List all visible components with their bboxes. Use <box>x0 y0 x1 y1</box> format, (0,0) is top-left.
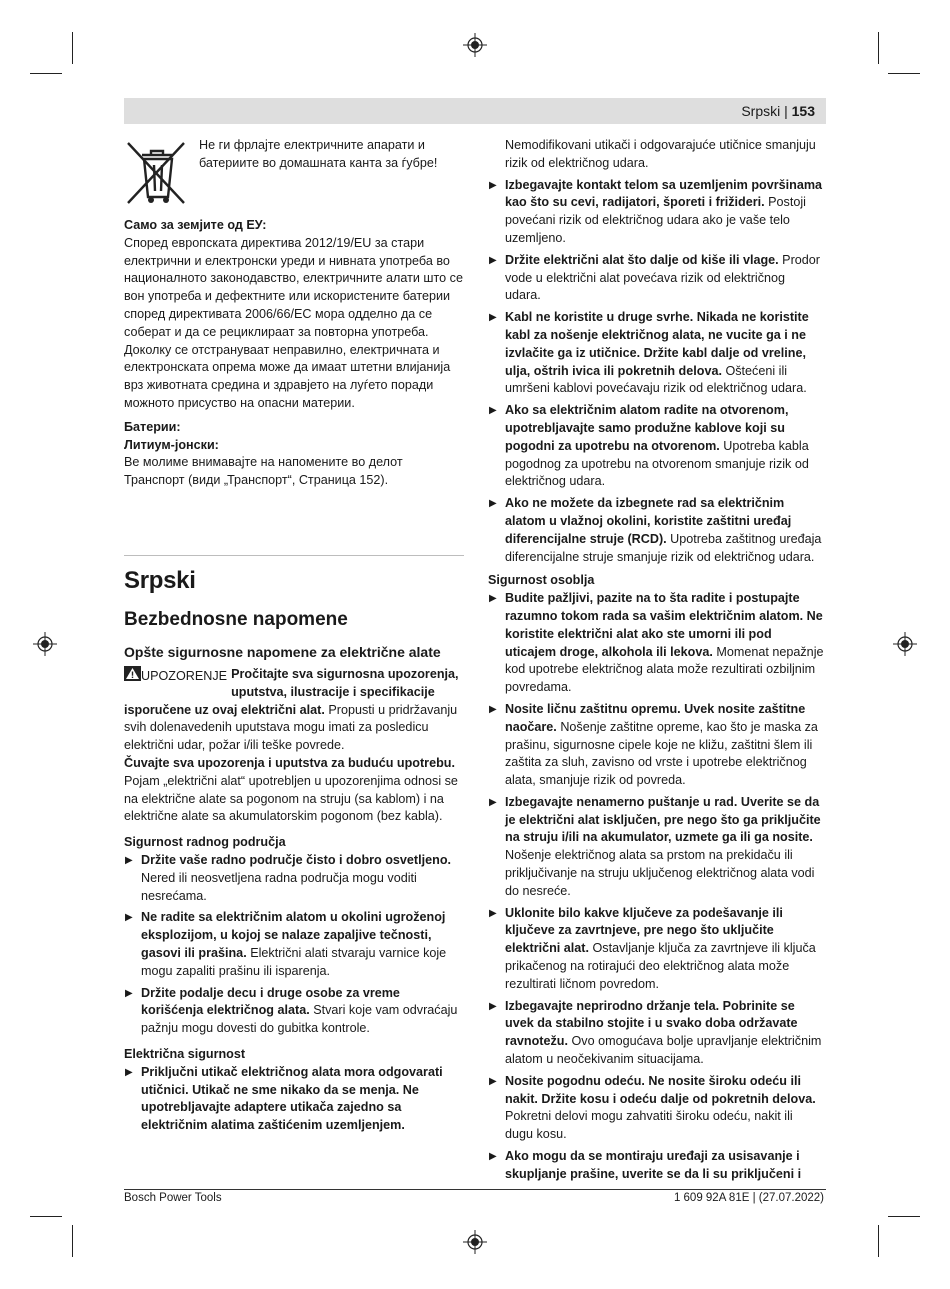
safety-title: Bezbednosne napomene <box>124 609 348 630</box>
item-text: Upotreba zaštitnog uređaja diferencijalne struje smanjuje rizik od električnog udara. <box>505 531 822 564</box>
triangle-bullet-icon: ▶ <box>125 854 133 866</box>
list-item <box>488 252 824 305</box>
item-bold: Ako mogu da se montiraju uređaji za usisavanje i skupljanje prašine, uverite se da li su priključeni i <box>505 1149 802 1181</box>
crop-mark <box>72 1225 73 1257</box>
item-text: Nošenje zaštitne opreme, kao što je maska za prašinu, sigurnosne cipele koje ne kližu, zaštitni šlem ili zaštita za sluh, zavisno od vrste i upotrebe električnog alata, smanjuje rizik od povreda. <box>505 719 818 788</box>
registration-mark-icon <box>33 632 57 656</box>
list-item <box>124 1064 464 1135</box>
header-bar <box>124 98 826 124</box>
page-number: 153 <box>791 103 815 119</box>
item-bold: Budite pažljivi, pazite na to šta radite i postupajte razumno tokom rada sa vašim električnim alatom. Ne koristite električni alat ako ste umorni ili pod uticajem droge, alkohola ili lekova. <box>505 591 823 659</box>
warning-text: Propusti u pridržavanju svih dolenavedenih uputstava mogu imati za posledicu električni udar, požar i/ili teške povrede. <box>124 702 458 753</box>
triangle-bullet-icon: ▶ <box>489 1151 497 1163</box>
triangle-bullet-icon: ▶ <box>489 593 497 605</box>
triangle-bullet-icon: ▶ <box>489 1075 497 1087</box>
item-bold: Držite električni alat što dalje od kiše ili vlage. <box>505 252 779 267</box>
item-bold: Nosite ličnu zaštitnu opremu. Uvek nosite zaštitne naočare. <box>505 701 806 734</box>
crop-mark <box>878 1225 879 1257</box>
registration-mark-icon <box>463 1230 487 1254</box>
triangle-bullet-icon: ▶ <box>125 1066 133 1078</box>
list-item <box>488 177 824 248</box>
crossed-out-bin-icon <box>124 139 188 207</box>
left-column <box>124 137 464 490</box>
crop-mark <box>30 73 62 74</box>
triangle-bullet-icon: ▶ <box>489 907 497 919</box>
item-text: Stvari koje vam odvraćaju pažnju mogu dovesti do gubitka kontrole. <box>141 1003 458 1036</box>
registration-mark-icon <box>463 33 487 57</box>
item-bold: Ne radite sa električnim alatom u okolini ugroženoj eksplozijom, u kojoj se nalaze zapaljive tečnosti, gasovi ili prašina. <box>141 910 446 960</box>
triangle-bullet-icon: ▶ <box>489 796 497 808</box>
item-text: Oštećeni ili umršeni kablovi povećavaju rizik od električnog udara. <box>505 363 807 396</box>
item-text: Nered ili neosvetljena radna područja mogu voditi nesrećama. <box>141 870 417 903</box>
list-item <box>124 985 464 1038</box>
disposal-text: Не ги фрлајте електричните апарати и батериите во домашната канта за ѓубре! <box>199 138 438 170</box>
triangle-bullet-icon: ▶ <box>489 703 497 715</box>
triangle-bullet-icon: ▶ <box>489 1000 497 1012</box>
list-item <box>124 852 464 905</box>
item-text: Ostavljanje ključa za zavrtnjeve ili ključa prikačenog na rotirajući deo električnog alata može rezultirati ličnom povredom. <box>505 941 816 991</box>
header-separator: | <box>784 103 788 119</box>
triangle-bullet-icon: ▶ <box>489 498 497 510</box>
disposal-block <box>124 137 464 209</box>
item-bold: Držite podalje decu i druge osobe za vreme korišćenja električnog alata. <box>141 985 400 1018</box>
warning-block <box>124 666 464 755</box>
header-language: Srpski <box>741 103 781 119</box>
item-text: Prodor vode u električni alat povećava rizik od električnog udara. <box>505 252 820 303</box>
triangle-bullet-icon: ▶ <box>489 179 497 191</box>
item-text: Ovo omogućava bolje upravljanje električnim alatom u neočekivanim situacijama. <box>505 1034 822 1067</box>
section-divider <box>124 555 464 556</box>
item-bold: Kabl ne koristite u druge svrhe. Nikada ne koristite kabl za nošenje električnog alata, ne vucite ga i ne izvlačite ga iz utičnice. Držite kabl dalje od vreline, ulja, oštrih ivica ili pokretnih delova. <box>505 310 809 378</box>
item-text: Električni alati stvaraju varnice koje mogu zapaliti prašinu ili isparenja. <box>141 945 447 978</box>
batteries-heading: Батерии: <box>124 419 181 434</box>
warning-label: UPOZORENJE <box>141 669 228 683</box>
language-title: Srpski <box>124 567 196 594</box>
triangle-bullet-icon: ▶ <box>125 912 133 924</box>
list-item <box>488 998 824 1069</box>
item-text: Momenat nepažnje kod upotrebe električnog alata može rezultirati ozbiljnim povredama. <box>505 644 824 695</box>
triangle-bullet-icon: ▶ <box>489 312 497 324</box>
left-column-lower <box>124 555 464 1135</box>
item-bold: Držite vaše radno područje čisto i dobro osvetljeno. <box>141 852 452 867</box>
triangle-bullet-icon: ▶ <box>125 987 133 999</box>
item-bold: Uklonite bilo kakve ključeve za podešavanje ili ključeve za zavrtnjeve, pre nego što uključite električni alat. <box>505 905 783 956</box>
warning-bold-text: Pročitajte sva sigurnosna upozorenja, uputstva, ilustracije i specifikacije isporučene uz ovaj električni alat. <box>124 667 459 717</box>
item-text: Postoji povećani rizik od električnog udara ako je vaše telo uzemljeno. <box>505 195 806 245</box>
li-ion-heading: Литиум-јонски: <box>124 437 219 452</box>
triangle-bullet-icon: ▶ <box>489 254 497 266</box>
list-item <box>488 309 824 398</box>
crop-mark <box>72 32 73 64</box>
personal-safety-heading: Sigurnost osoblja <box>488 573 595 588</box>
list-item <box>488 1148 824 1184</box>
item-bold: Nosite pogodnu odeću. Ne nosite široku odeću ili nakit. Držite kosu i odeću dalje od pokretnih delova. <box>505 1073 816 1106</box>
list-item <box>488 794 824 901</box>
eu-paragraph-2: Доколку се отстрануваат неправилно, електричната и електронската опрема може да имаат штетни влијанија врз животната средина и здравјето на луѓето поради можното присуство на опасни материи. <box>124 342 451 410</box>
list-item <box>488 905 824 994</box>
eu-paragraph-1: Според европската директива 2012/19/EU за стари електрични и електронски уреди и нивната употреба во националното законодавство, електричните алати што се вон употреба и дефектните или искористените батерии според директивата 2006/66/EC мора одделно да се соберат и да се рециклираат за повторна употреба. <box>124 235 463 339</box>
item-bold: Izbegavajte nenamerno puštanje u rad. Uverite se da je električni alat isključen, pre nego što ga priključite na struju i/ili na akumulator, uzmete ga ili ga nosite. <box>505 794 821 845</box>
list-item <box>488 1073 824 1144</box>
footer-left: Bosch Power Tools <box>124 1192 222 1204</box>
item-text: Upotreba kabla pogodnog za upotrebu na otvorenom smanjuje rizik od električnog udara. <box>505 438 809 489</box>
power-tool-term: Pojam „električni alat“ upotrebljen u upozorenjima odnosi se na električne alate sa pogonom na struju (sa kablom) i na električne alate sa akumulatorskim pogonom (bez kabla). <box>124 773 458 824</box>
item-bold: Priključni utikač električnog alata mora odgovarati utičnici. Utikač ne sme nikako da se menja. Ne upotrebljavajte adaptere utikača zajedno sa električnim alatima zaštićenim uzemljenjem. <box>141 1064 443 1133</box>
list-item <box>488 701 824 790</box>
li-ion-text: Ве молиме внимавајте на напомените во делот Транспорт (види „Транспорт“, Страница 152). <box>124 455 403 488</box>
crop-mark <box>878 32 879 64</box>
work-area-heading: Sigurnost radnog područja <box>124 835 286 850</box>
electrical-heading: Električna sigurnost <box>124 1046 246 1061</box>
list-item <box>124 909 464 980</box>
continued-text: Nemodifikovani utikači i odgovarajuće utičnice smanjuju rizik od električnog udara. <box>505 138 816 170</box>
general-title: Opšte sigurnosne napomene za električne alate <box>124 644 441 660</box>
footer-right: 1 609 92A 81E | (27.07.2022) <box>673 1192 824 1204</box>
item-bold: Izbegavajte neprirodno držanje tela. Pobrinite se uvek da stabilno stojite i u svako doba održavate ravnotežu. <box>505 998 798 1049</box>
footer-rule <box>124 1189 826 1190</box>
list-item <box>488 590 824 697</box>
list-item <box>488 495 824 566</box>
item-text: Nošenje električnog alata sa prstom na prekidaču ili priključivanje na struju uključenog električnog alata vodi do nesreće. <box>505 848 815 898</box>
page-header <box>741 103 815 119</box>
registration-mark-icon <box>893 632 917 656</box>
item-bold: Izbegavajte kontakt telom sa uzemljenim površinama kao što su cevi, radijatori, šporeti i frižideri. <box>505 177 823 210</box>
crop-mark <box>888 73 920 74</box>
right-column <box>488 137 824 1184</box>
triangle-bullet-icon: ▶ <box>489 405 497 417</box>
crop-mark <box>30 1216 62 1217</box>
list-item <box>488 402 824 491</box>
keep-instructions: Čuvajte sva upozorenja i uputstva za buduću upotrebu. <box>124 755 455 770</box>
warning-triangle-icon <box>124 666 141 681</box>
item-bold: Ako sa električnim alatom radite na otvorenom, upotrebljavajte samo produžne kablove koji su pogodni za upotrebu na otvorenom. <box>505 403 789 453</box>
warning-badge <box>124 666 227 685</box>
crop-mark <box>888 1216 920 1217</box>
eu-heading: Само за земјите од ЕУ: <box>124 218 267 232</box>
item-text: Pokretni delovi mogu zahvatiti široku odeću, nakit ili dugu kosu. <box>505 1109 793 1142</box>
item-bold: Ako ne možete da izbegnete rad sa električnim alatom u vlažnoj okolini, koristite zaštitni uređaj diferencijalne struje (RCD). <box>505 496 792 546</box>
